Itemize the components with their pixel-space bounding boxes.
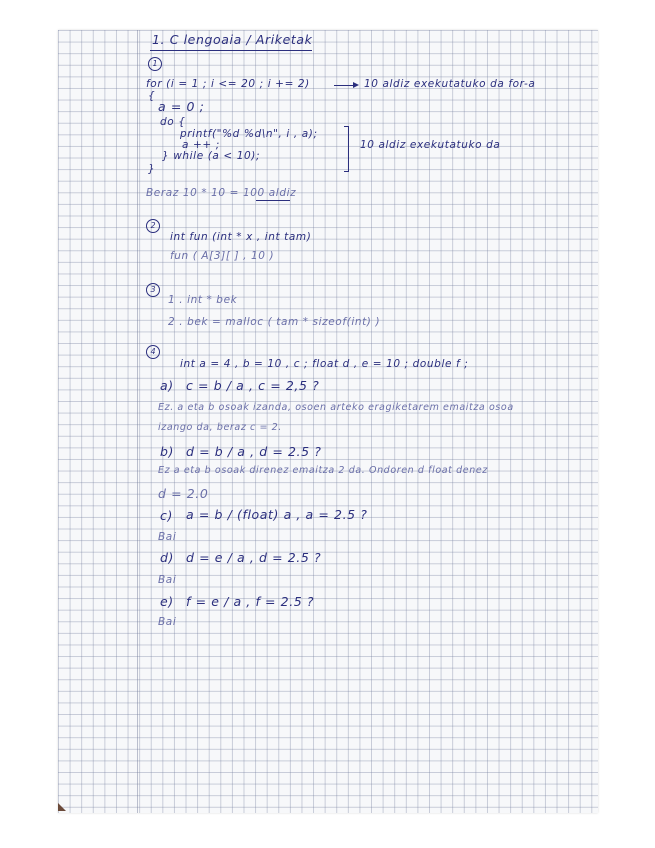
page-corner-mark	[58, 803, 66, 811]
q1-code-line-8: }	[148, 163, 156, 175]
q4-d-label: d)	[160, 550, 175, 565]
q4-c-answer: Bai	[158, 531, 177, 543]
q4-b-expr: d = b / a , d = 2.5 ?	[186, 444, 322, 459]
margin-line	[137, 30, 138, 813]
q4-d-answer: Bai	[158, 574, 177, 586]
q4-a-answer-1: Ez. a eta b osoak izanda, osoen arteko eragiketarem emaitza osoa	[158, 402, 514, 413]
q4-c-label: c)	[160, 508, 173, 523]
result-underline	[256, 200, 290, 201]
q4-c-expr: a = b / (float) a , a = 2.5 ?	[186, 507, 368, 522]
q4-declaration: int a = 4 , b = 10 , c ; float d , e = 10 ; double f ;	[180, 358, 469, 370]
question-4-number: 4	[146, 345, 160, 359]
q1-note-do: 10 aldiz exekutatuko da	[360, 139, 501, 151]
q1-result: Beraz 10 * 10 = 100 aldiz	[146, 187, 297, 199]
q2-line-2: fun ( A[3][ ] , 10 )	[170, 250, 275, 262]
q1-code-line-2: {	[148, 90, 156, 102]
q3-line-1: 1 . int * bek	[168, 294, 238, 306]
q4-a-label: a)	[160, 378, 174, 393]
q4-b-answer-1: Ez a eta b osoak direnez emaitza 2 da. Ondoren d float denez	[158, 465, 488, 476]
q1-code-line-3: a = 0 ;	[158, 99, 205, 114]
title-underline	[150, 50, 312, 51]
q4-b-answer-2: d = 2.0	[158, 486, 209, 501]
page-title: 1. C lengoaia / Ariketak	[152, 32, 313, 47]
q1-code-line-1: for (i = 1 ; i <= 20 ; i += 2)	[146, 78, 310, 90]
q1-brace	[344, 126, 349, 172]
q4-a-expr: c = b / a , c = 2,5 ?	[186, 378, 320, 393]
q1-code-line-4: do {	[160, 116, 186, 128]
question-1-number: 1	[148, 57, 162, 71]
q3-line-2: 2 . bek = malloc ( tam * sizeof(int) )	[168, 316, 381, 328]
arrow-line	[334, 85, 354, 86]
q4-e-expr: f = e / a , f = 2.5 ?	[186, 594, 315, 609]
q1-code-line-6: a ++ ;	[182, 139, 220, 151]
question-2-number: 2	[146, 219, 160, 233]
q4-e-answer: Bai	[158, 616, 177, 628]
q2-line-1: int fun (int * x , int tam)	[170, 231, 312, 243]
q4-b-label: b)	[160, 444, 175, 459]
q1-code-line-5: printf("%d %d\n", i , a);	[180, 128, 318, 140]
notebook-page	[58, 30, 598, 813]
q4-a-answer-2: izango da, beraz c = 2.	[158, 422, 282, 433]
question-3-number: 3	[146, 283, 160, 297]
q4-e-label: e)	[160, 594, 174, 609]
arrow-icon	[353, 82, 359, 88]
q4-d-expr: d = e / a , d = 2.5 ?	[186, 550, 322, 565]
q1-code-line-7: } while (a < 10);	[162, 150, 261, 162]
q1-note-for: 10 aldiz exekutatuko da for-a	[364, 78, 536, 90]
